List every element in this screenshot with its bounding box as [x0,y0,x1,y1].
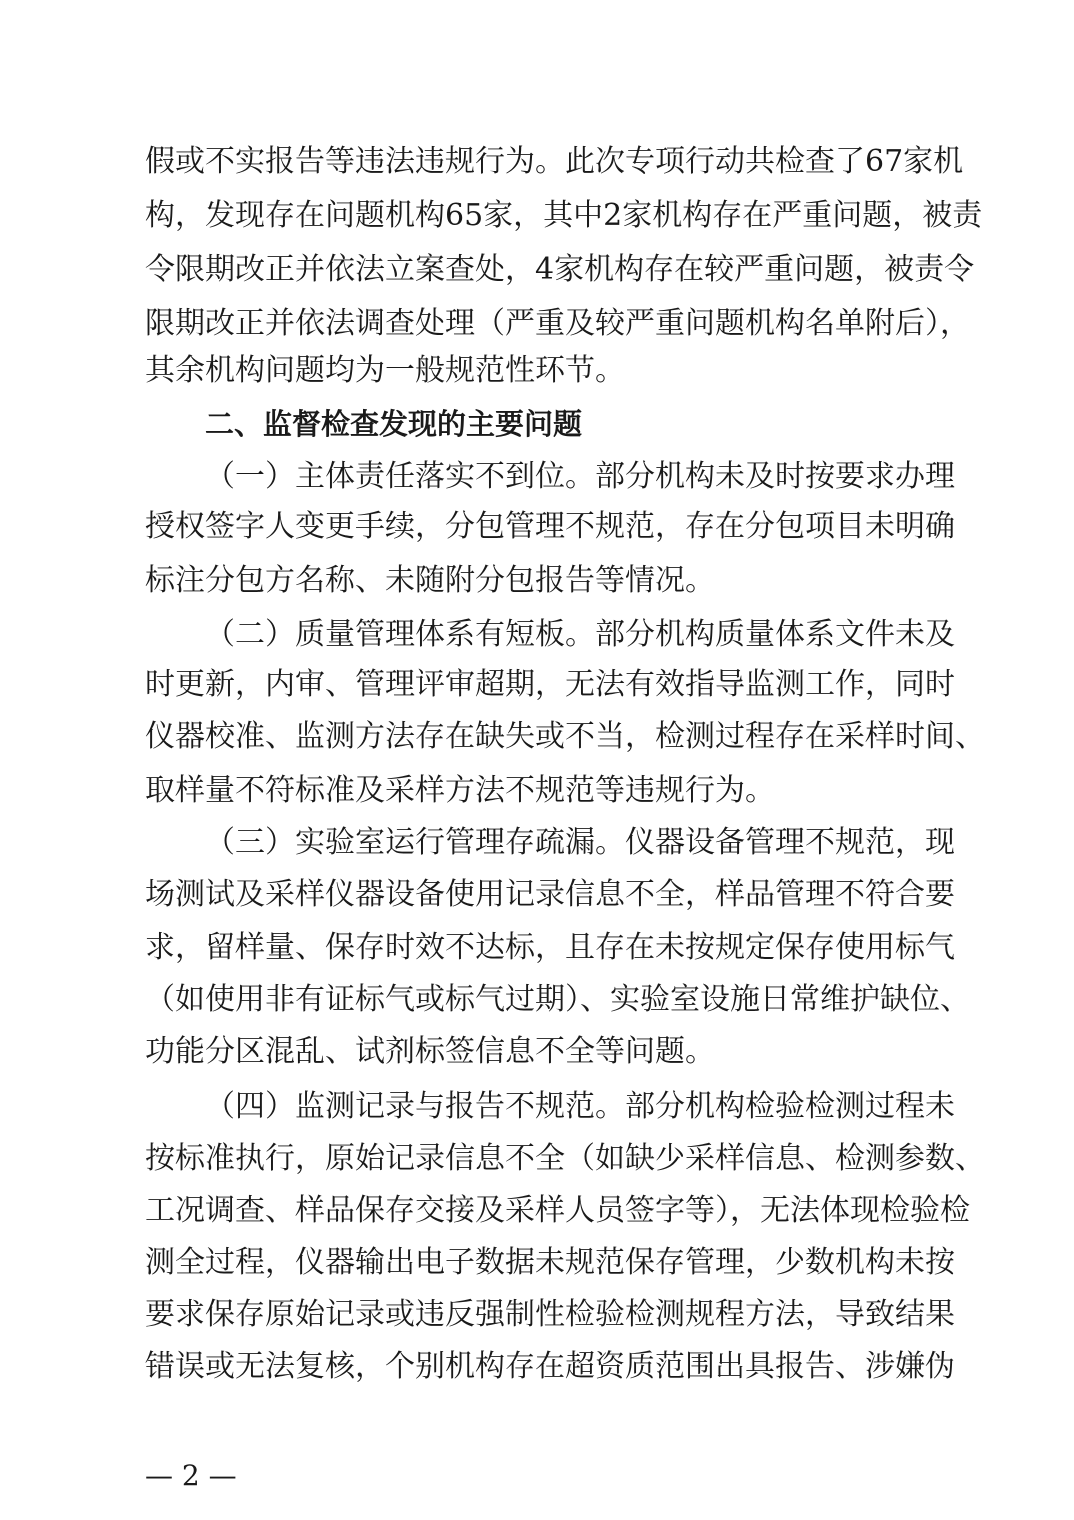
body-text-line: 求，留样量、保存时效不达标，且存在未按规定保存使用标气 [145,930,955,965]
body-text-line: 错误或无法复核，个别机构存在超资质范围出具报告、涉嫌伪 [145,1349,955,1384]
body-text-line: 场测试及采样仪器设备使用记录信息不全，样品管理不符合要 [145,877,955,912]
body-text-line: 要求保存原始记录或违反强制性检验检测规程方法，导致结果 [145,1297,955,1332]
page-number: — 2 — [145,1459,237,1492]
body-text-line: 限期改正并依法调查处理（严重及较严重问题机构名单附后）， [145,306,970,341]
paragraph-first-line: （一）主体责任落实不到位。部分机构未及时按要求办理 [205,459,955,494]
body-text-line: 时更新，内审、管理评审超期，无法有效指导监测工作，同时 [145,667,955,702]
section-heading: 二、监督检查发现的主要问题 [205,407,583,441]
body-text-line: （如使用非有证标气或标气过期）、实验室设施日常维护缺位、 [145,982,970,1017]
body-text-line: 令限期改正并依法立案查处，4家机构存在较严重问题，被责令 [145,252,975,287]
paragraph-first-line: （四）监测记录与报告不规范。部分机构检验检测过程未 [205,1089,955,1124]
body-text-line: 功能分区混乱、试剂标签信息不全等问题。 [145,1034,715,1069]
body-text-line: 测全过程，仪器输出电子数据未规范保存管理，少数机构未按 [145,1245,955,1280]
body-text-line: 按标准执行，原始记录信息不全（如缺少采样信息、检测参数、 [145,1141,985,1176]
body-text-line: 假或不实报告等违法违规行为。此次专项行动共检查了67家机 [145,144,964,179]
body-text-line: 构，发现存在问题机构65家，其中2家机构存在严重问题，被责 [145,198,983,233]
body-text-line: 授权签字人变更手续，分包管理不规范，存在分包项目未明确 [145,509,955,544]
body-text-line: 取样量不符标准及采样方法不规范等违规行为。 [145,773,775,808]
body-text-line: 仪器校准、监测方法存在缺失或不当，检测过程存在采样时间、 [145,719,985,754]
body-text-line: 标注分包方名称、未随附分包报告等情况。 [145,563,715,598]
body-text-line: 工况调查、样品保存交接及采样人员签字等），无法体现检验检 [145,1193,970,1228]
body-text-line: 其余机构问题均为一般规范性环节。 [145,353,625,388]
paragraph-first-line: （三）实验室运行管理存疏漏。仪器设备管理不规范，现 [205,825,955,860]
paragraph-first-line: （二）质量管理体系有短板。部分机构质量体系文件未及 [205,617,955,652]
